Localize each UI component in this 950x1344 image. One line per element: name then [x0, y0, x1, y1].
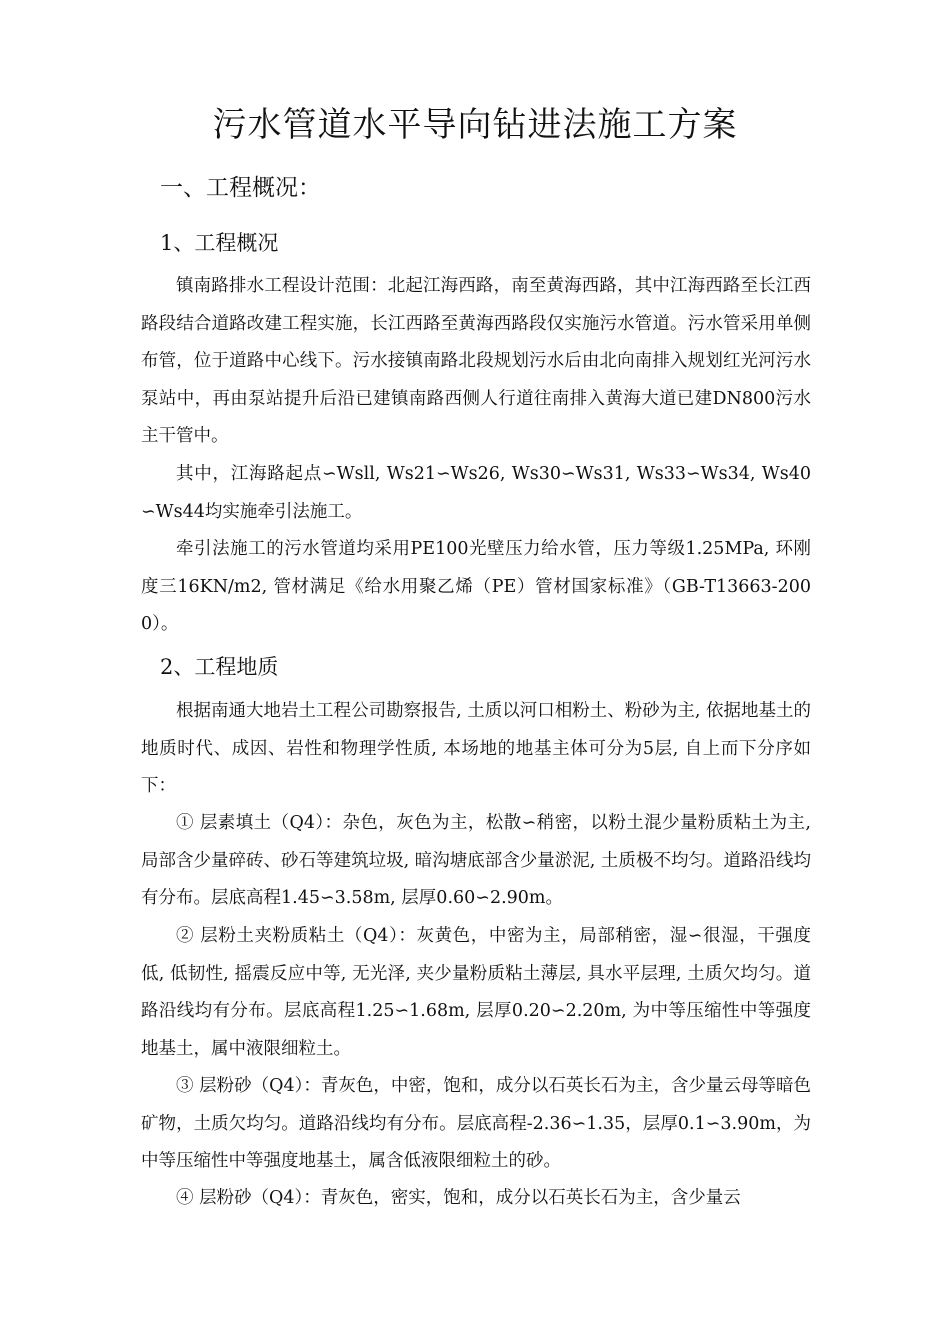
subsection-heading-geology: 2、工程地质 [160, 655, 279, 679]
paragraph-pipe-material: 牵引法施工的污水管道均采用PE100光壁压力给水管，压力等级1.25MPa, 环刚度三16KN/m2, 管材满足《给水用聚乙烯（PE）管材国家标准》（GB-T13663-2000）。 [141, 539, 811, 634]
document-title: 污水管道水平导向钻进法施工方案 [212, 105, 738, 145]
paragraph-scope: 镇南路排水工程设计范围：北起江海西路，南至黄海西路，其中江海西路至长江西路段结合道路改建工程实施，长江西路至黄海西路段仅实施污水管道。污水管采用单侧布管，位于道路中心线下。污水接镇南路北段规划污水后由北向南排入规划红光河污水泵站中，再由泵站提升后沿已建镇南路西侧人行道往南排入黄海大道已建DN800污水主干管中。 [141, 276, 811, 446]
paragraph-traction-sections: 其中，江海路起点∽Wsll, Ws21∽Ws26, Ws30∽Ws31, Ws33∽Ws34, Ws40∽Ws44均实施牵引法施工。 [141, 464, 811, 522]
paragraph-layer-1: ① 层素填土（Q4）：杂色，灰色为主，松散∽稍密，以粉土混少量粉质粘土为主, 局部含少量碎砖、砂石等建筑垃圾, 暗沟塘底部含少量淤泥, 土质极不均匀。道路沿线均有分布。层底高程1.45∽3.58m, 层厚0.60∽2.90m。 [141, 813, 811, 908]
paragraph-geology-intro: 根据南通大地岩土工程公司勘察报告, 土质以河口相粉土、粉砂为主, 依据地基土的地质时代、成因、岩性和物理学性质, 本场地的地基主体可分为5层, 自上而下分序如下： [141, 701, 811, 796]
paragraph-layer-2: ② 层粉土夹粉质粘土（Q4）：灰黄色，中密为主，局部稍密，湿∽很湿，干强度低, 低韧性, 摇震反应中等, 无光泽, 夹少量粉质粘土薄层, 具水平层理, 土质欠均匀。道路沿线均有分布。层底高程1.25∽1.68m, 层厚0.20∽2.20m, 为中等压缩性中等强度地基土，属中液限细粒土。 [141, 926, 811, 1059]
paragraph-layer-4: ④ 层粉砂（Q4）：青灰色，密实，饱和，成分以石英长石为主，含少量云 [176, 1188, 741, 1208]
section-heading-overview: 一、工程概况： [160, 175, 321, 201]
paragraph-layer-3: ③ 层粉砂（Q4）：青灰色，中密，饱和，成分以石英长石为主，含少量云母等暗色矿物，土质欠均匀。道路沿线均有分布。层底高程-2.36∽1.35，层厚0.1∽3.90m，为中等压缩性中等强度地基土，属含低液限细粒土的砂。 [141, 1076, 811, 1171]
subsection-heading-overview: 1、工程概况 [160, 231, 279, 255]
